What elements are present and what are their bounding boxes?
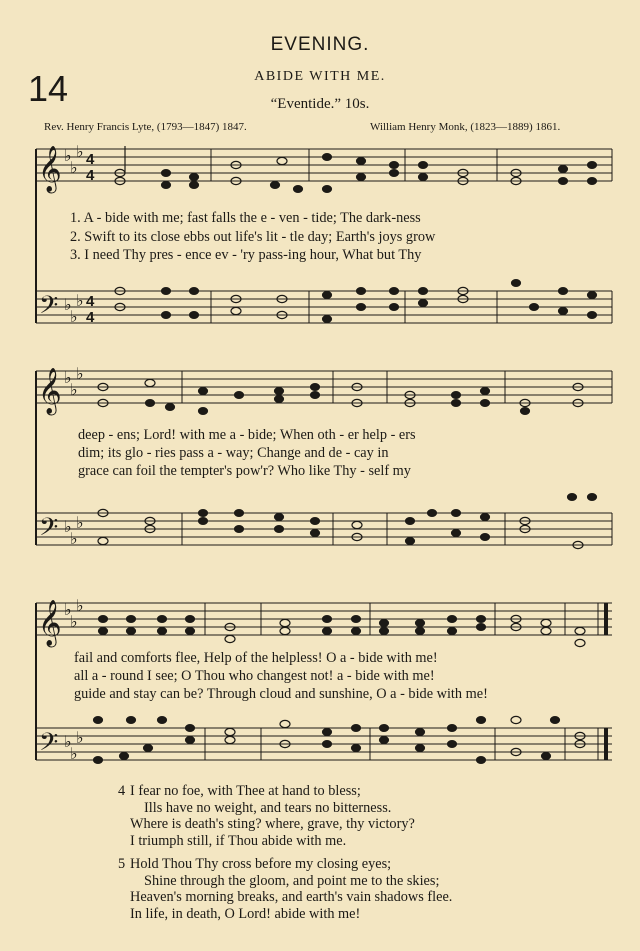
svg-text:♭: ♭ (64, 295, 72, 314)
svg-text:♭: ♭ (70, 529, 78, 548)
composer-credit: William Henry Monk, (1823—1889) 1861. (370, 121, 561, 133)
stanza-line: Heaven's morning breaks, and earth's vain shadows flee. (130, 889, 453, 905)
svg-text:4: 4 (86, 309, 95, 326)
svg-text:♭: ♭ (64, 517, 72, 536)
treble-clef-icon: 𝄞 (38, 368, 62, 414)
lyric-line-1: 1. A - bide with me; fast falls the e - ven - tide; The dark-ness (70, 210, 421, 226)
bass-clef-icon: 𝄢 (39, 513, 59, 548)
svg-text:4: 4 (86, 293, 95, 310)
stanza-5 (118, 856, 453, 922)
svg-text:♭: ♭ (76, 291, 84, 310)
svg-text:4: 4 (86, 151, 95, 168)
svg-text:♭: ♭ (64, 732, 72, 751)
stanza-line: Hold Thou Thy cross before my closing eyes; (130, 856, 392, 872)
notes-system-2 (98, 379, 583, 414)
lyric-line-1: deep - ens; Lord! with me a - bide; When oth - er help - ers (78, 427, 416, 443)
bass-clef-icon: 𝄢 (39, 728, 59, 763)
svg-text:♭: ♭ (76, 728, 84, 747)
tune-name: “Eventide.” 10s. (270, 96, 370, 112)
svg-text:♭: ♭ (64, 368, 72, 387)
stanza-line: Shine through the gloom, and point me to the skies; (144, 872, 440, 889)
lyric-line-3: grace can foil the tempter's pow'r? Who like Thy - self my (78, 463, 411, 479)
stanza-4 (118, 783, 415, 849)
treble-clef-icon: 𝄞 (38, 600, 62, 646)
svg-text:♭: ♭ (70, 744, 78, 763)
stanza-line: I fear no foe, with Thee at hand to bless; (130, 783, 361, 799)
notes-system-3-bass (94, 716, 586, 763)
svg-text:♭: ♭ (70, 612, 78, 631)
svg-text:♭: ♭ (64, 146, 72, 165)
notes-system-3 (99, 615, 586, 646)
lyric-line-3: 3. I need Thy pres - ence ev - 'ry pass-ing hour, What but Thy (70, 247, 422, 263)
lyric-line-3: guide and stay can be? Through cloud and sunshine, O a - bide with me! (74, 686, 488, 702)
svg-text:♭: ♭ (76, 142, 84, 161)
stanza-number: 4 (118, 783, 126, 799)
stanza-number: 5 (118, 856, 126, 872)
svg-text:♭: ♭ (76, 513, 84, 532)
svg-text:♭: ♭ (70, 307, 78, 326)
svg-text:♭: ♭ (76, 596, 84, 615)
stanza-line: Where is death's sting? where, grave, thy victory? (130, 816, 415, 832)
treble-clef-icon: 𝄞 (38, 146, 62, 192)
lyric-line-1: fail and comforts flee, Help of the helpless! O a - bide with me! (74, 650, 438, 666)
svg-text:♭: ♭ (76, 364, 84, 383)
stanza-line: I triumph still, if Thou abide with me. (130, 832, 347, 849)
bass-clef-icon: 𝄢 (39, 291, 59, 326)
lyric-line-2: dim; its glo - ries pass a - way; Change and de - cay in (78, 445, 389, 461)
svg-text:♭: ♭ (70, 380, 78, 399)
lyric-line-2: 2. Swift to its close ebbs out life's lit - tle day; Earth's joys grow (70, 229, 436, 245)
notes-system-1-bass (115, 280, 597, 323)
stanza-line: In life, in death, O Lord! abide with me! (130, 905, 361, 922)
svg-text:4: 4 (86, 167, 95, 184)
svg-text:♭: ♭ (64, 600, 72, 619)
section-title: EVENING. (270, 34, 370, 55)
lyric-line-2: all a - round I see; O Thou who changest not! a - bide with me! (74, 668, 435, 684)
hymn-title: ABIDE WITH ME. (254, 69, 386, 84)
notes-system-1 (115, 146, 597, 192)
stanza-line: Ills have no weight, and tears no bitterness. (144, 799, 392, 816)
svg-text:♭: ♭ (70, 158, 78, 177)
author-credit: Rev. Henry Francis Lyte, (1793—1847) 1847. (44, 121, 247, 133)
hymn-number: 14 (28, 68, 69, 109)
